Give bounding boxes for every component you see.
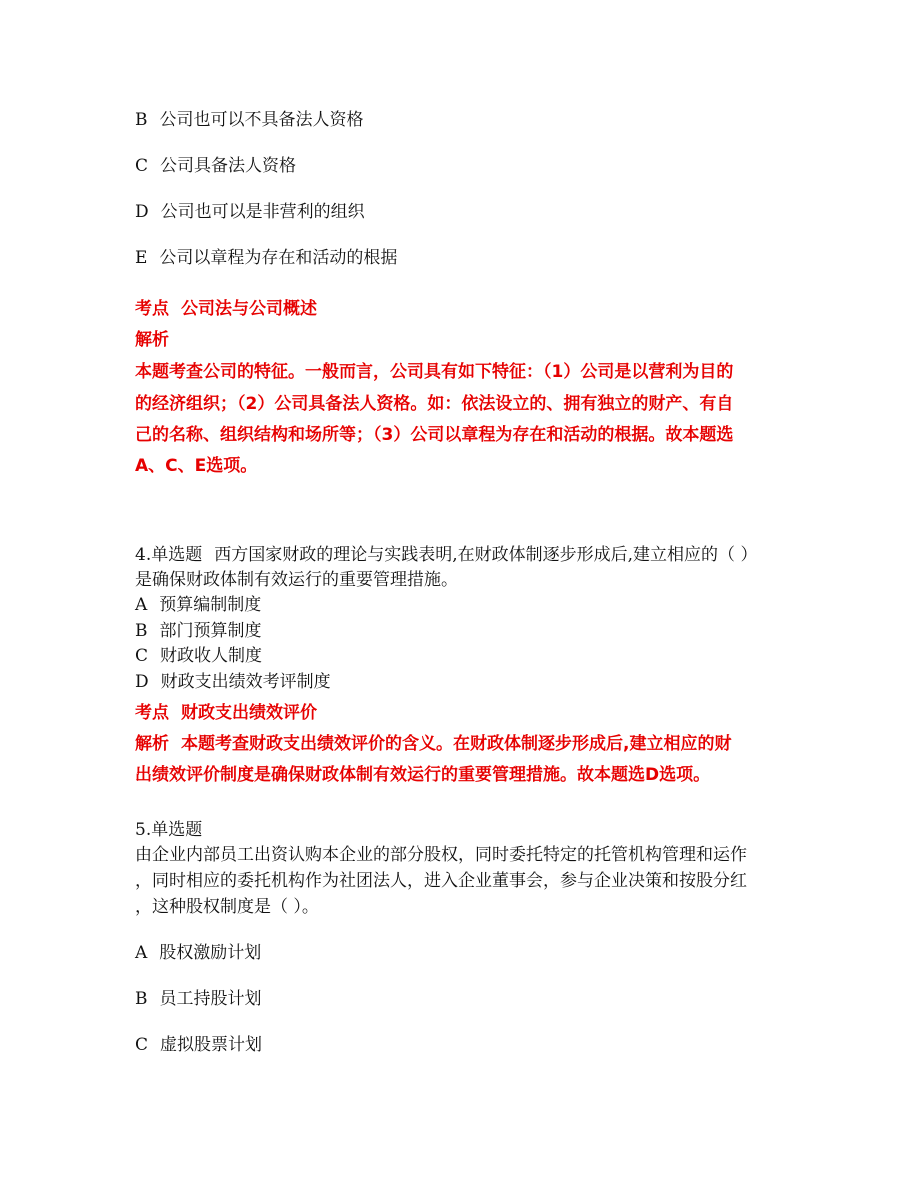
option-text: 公司以章程为存在和活动的根据	[159, 248, 398, 268]
option-letter: D	[135, 202, 149, 222]
option-text: 预算编制制度	[159, 595, 262, 615]
q4-jiexi-line-1	[135, 736, 731, 753]
option-text: 部门预算制度	[159, 621, 262, 641]
option-text: 财政支出绩效考评制度	[160, 672, 331, 692]
option-letter: A	[135, 595, 148, 615]
q3-jiexi-line-2: 的经济组织；（2）公司具备法人资格。如：依法设立的、拥有独立的财产、有自	[135, 394, 734, 414]
q5-header	[135, 822, 202, 839]
kaodian-label: 考点	[135, 703, 169, 723]
kaodian-label: 考点	[135, 299, 169, 319]
option-letter: C	[135, 1035, 149, 1055]
q3-option-e	[135, 250, 397, 267]
question-type: 单选题	[151, 820, 203, 840]
kaodian-text: 公司法与公司概述	[181, 299, 317, 319]
q4-option-d	[135, 674, 331, 691]
jiexi-label: 解析	[135, 734, 169, 754]
q4-option-c	[135, 648, 262, 665]
q3-option-c	[135, 158, 296, 175]
jiexi-text: 本题考查财政支出绩效评价的含义。在财政体制逐步形成后,建立相应的财	[181, 734, 732, 754]
option-letter: B	[135, 989, 148, 1009]
q3-jiexi-label: 解析	[135, 330, 169, 350]
q3-option-b	[135, 112, 364, 129]
question-stem: 西方国家财政的理论与实践表明,在财政体制逐步形成后,建立相应的（ ）	[214, 545, 758, 565]
q3-jiexi-line-4: A、C、E选项。	[135, 456, 258, 476]
q5-stem-line-2: ，同时相应的委托机构作为社团法人，进入企业董事会，参与企业决策和按股分红	[135, 871, 747, 891]
option-letter: A	[135, 943, 148, 963]
option-letter: C	[135, 156, 149, 176]
option-text: 财政收人制度	[160, 646, 263, 666]
question-number: 4.	[135, 545, 152, 565]
q4-kaodian	[135, 705, 317, 722]
q3-kaodian	[135, 301, 317, 318]
option-letter: B	[135, 621, 148, 641]
kaodian-text: 财政支出绩效评价	[181, 703, 317, 723]
q5-option-c	[135, 1037, 262, 1054]
option-letter: B	[135, 110, 148, 130]
q4-stem-line-2: 是确保财政体制有效运行的重要管理措施。	[135, 570, 458, 590]
option-text: 员工持股计划	[159, 989, 262, 1009]
q3-jiexi-line-3: 己的名称、组织结构和场所等；（3）公司以章程为存在和活动的根据。故本题选	[135, 425, 734, 445]
option-letter: C	[135, 646, 149, 666]
option-text: 公司也可以是非营利的组织	[160, 202, 365, 222]
question-number: 5.	[135, 820, 152, 840]
option-text: 虚拟股票计划	[160, 1035, 263, 1055]
q5-option-a	[135, 945, 261, 962]
q4-jiexi-line-2: 出绩效评价制度是确保财政体制有效运行的重要管理措施。故本题选D选项。	[135, 765, 711, 785]
option-text: 股权激励计划	[159, 943, 262, 963]
option-text: 公司也可以不具备法人资格	[159, 110, 364, 130]
q5-stem-line-3: ，这种股权制度是（ ）。	[135, 897, 319, 917]
question-type: 单选题	[151, 545, 203, 565]
q4-option-b	[135, 623, 262, 640]
q3-jiexi-line-1: 本题考查公司的特征。一般而言，公司具有如下特征：（1）公司是以营利为目的	[135, 362, 734, 382]
option-text: 公司具备法人资格	[160, 156, 297, 176]
q3-option-d	[135, 204, 365, 221]
q5-option-b	[135, 991, 262, 1008]
q4-stem-line-1	[135, 547, 757, 564]
option-letter: E	[135, 248, 148, 268]
option-letter: D	[135, 672, 149, 692]
q4-option-a	[135, 597, 261, 614]
q5-stem-line-1: 由企业内部员工出资认购本企业的部分股权，同时委托特定的托管机构管理和运作	[135, 845, 747, 865]
